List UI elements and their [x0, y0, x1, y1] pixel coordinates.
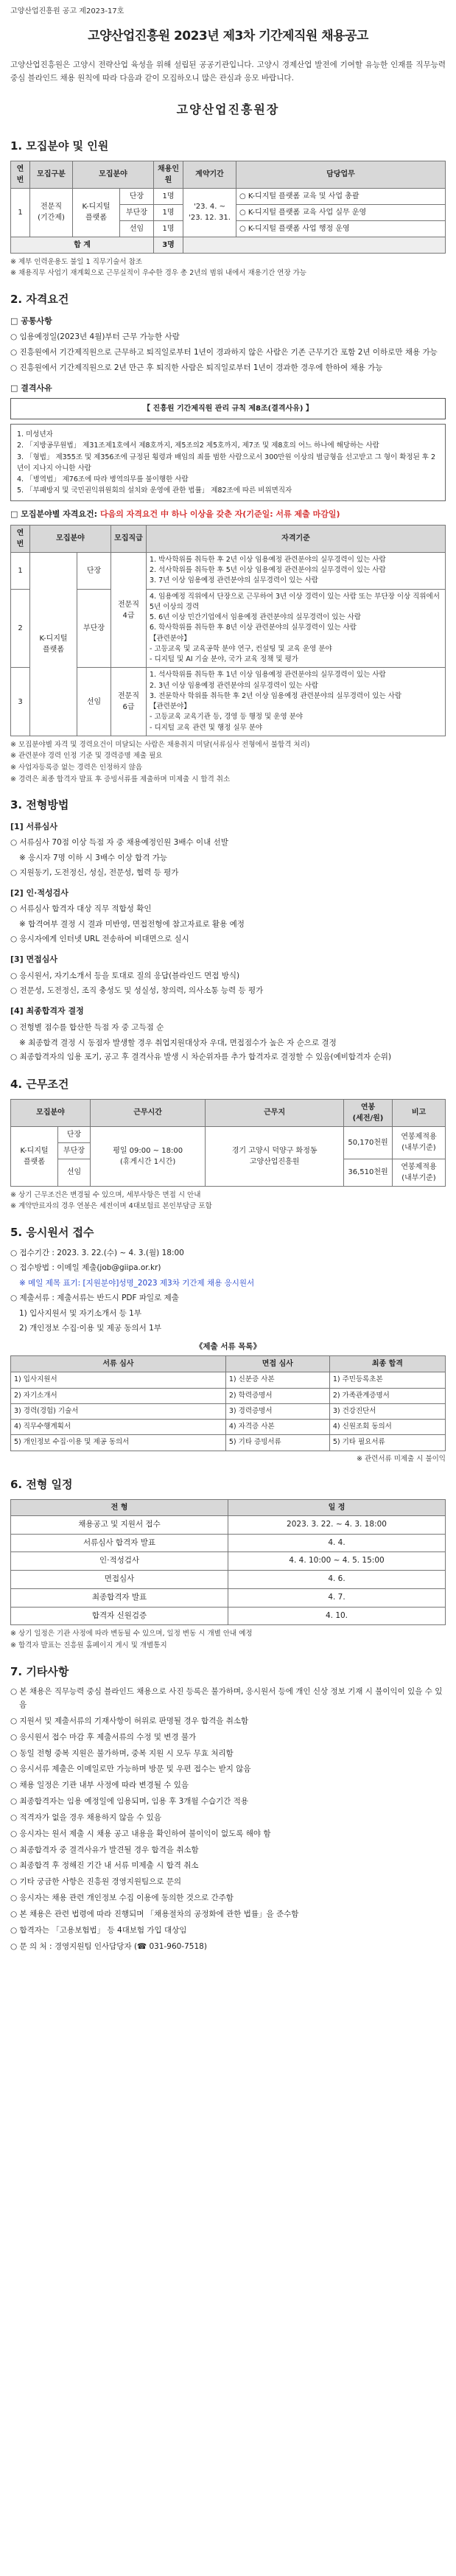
common-title: □ 공통사항: [10, 315, 52, 326]
qualification-table: 연번 모집분야 모집직급 자격기준 1 K-디지털 플랫폼 단장 전문직 4급 1. 박사학위를 취득한 후 2년 이상 임용예정 관련분야의 실무경력이 있는 사람 2. 석사학위를 취득한 후 5년 이상 임용예정 관련분야의 실무경력이 있는 사람 3. 7년 이상 임용예정 관련분야의 실무경력이 있는 사람 2 부단장 4. 임용예정 직위에서 단장으로 근무하여 3년 이상 경력이 있는 사람 또는 부단장 이상 직위에서 5년 이상의 경력 5. 6년 이상 민간기업에서 임용예정 관련분야의 실무경력이 있는 사람 6. 학사학위를 취득한 후 8년 이상 관련분야의 실무경력이 있는 사람 【관련분야】 - 고등교육 및 교육공학 분야 연구, 컨설팅 및 교육 운영 분야 - 디지털 및 AI 기술 분야, 국가 교육 정책 및 평가 3 선임 전문직 6급 1. 석사학위를 취득한 후 1년 이상 임용예정 관련분야의 실무경력이 있는 사람 2. 3년 이상 임용예정 관련분야의 실무경력이 있는 사람 3. 전문학사 학위를 취득한 후 2년 이상 임용예정 관련분야의 실무경력이 있는 사람 【관련분야】 - 고등교육 교육기관 등, 경영 등 행정 및 운영 분야 - 디지털 교육 관련 및 행정 실무 분야: [10, 525, 446, 736]
page-title: 고양산업진흥원 2023년 제3차 기간제직원 채용공고: [88, 29, 368, 43]
cell-count: 1명: [154, 220, 183, 237]
total-count: 3명: [154, 237, 183, 253]
col-header: 모집구분: [30, 161, 73, 188]
table-row: 채용공고 및 지원서 접수 2023. 3. 22. ~ 4. 3. 18:00: [11, 1515, 446, 1534]
table-row: 1 K-디지털 플랫폼 단장 전문직 4급 1. 박사학위를 취득한 후 2년 이상 임용예정 관련분야의 실무경력이 있는 사람 2. 석사학위를 취득한 후 5년 이상 임용예정 관련분야의 실무경력이 있는 사람 3. 7년 이상 임용예정 관련분야의 실무경력이 있는 사람: [11, 552, 446, 589]
table-total-row: [11, 237, 446, 253]
disqualification-list: [10, 424, 446, 501]
work-conditions-table: 모집분야 근무시간 근무지 연봉 (세전/원) 비고 K-디지털 플랫폼 단장 평일 09:00 ~ 18:00 (휴게시간 1시간) 경기 고양시 덕양구 화정동 고양산업진흥원 50,170천원 연봉제적용 (내부기준) 부단장 선임 36,510천원 연봉제적용 (내부기준): [10, 1099, 446, 1187]
cell-criteria: 4. 임용예정 직위에서 단장으로 근무하여 3년 이상 경력이 있는 사람 또는 부단장 이상 직위에서 5년 이상의 경력 5. 6년 이상 민간기업에서 임용예정 관련분야의 실무경력이 있는 사람 6. 학사학위를 취득한 후 8년 이상 관련분야의 실무경력이 있는 사람 【관련분야】 - 고등교육 및 교육공학 분야 연구, 컨설팅 및 교육 운영 분야 - 디지털 및 AI 기술 분야, 국가 교육 정책 및 평가: [147, 589, 446, 668]
cell-field: K-디지털 플랫폼: [30, 552, 77, 736]
disqualification-title: □ 결격사유: [10, 383, 52, 393]
cell-duty: ○ K-디지털 플랫폼 교육 및 사업 총괄: [236, 188, 446, 204]
phone-number[interactable]: (☎ 031-960-7518): [133, 1941, 207, 1951]
step-title: [3] 면접심사: [10, 954, 58, 964]
field-qual-title: □ 모집분야별 자격요건: 다음의 자격요건 中 하나 이상을 갖춘 자(기준일: 서류 제출 마감일): [10, 509, 340, 520]
section-1-title: 1. 모집분야 및 인원: [10, 139, 109, 153]
col-header: 연번: [11, 161, 30, 188]
table-row: [11, 188, 446, 204]
disq-item: 1. 미성년자: [17, 430, 53, 439]
schedule-table: 전 형 일 정 채용공고 및 지원서 접수 2023. 3. 22. ~ 4. 3. 18:00 서류심사 합격자 발표 4. 4. 인·적성검사 4. 4. 10:00 ~ 4. 5. 15:00 면접심사 4. 6. 최종합격자 발표 4. 7. 합격자 신원검증 4. 10.: [10, 1499, 446, 1626]
col-header: 계약기간: [183, 161, 236, 188]
cell-count: 1명: [154, 204, 183, 220]
org-name: 고양산업진흥원장: [176, 102, 280, 117]
recruitment-table: [10, 161, 446, 254]
cell-field: K-디지털 플랫폼: [73, 188, 120, 237]
cell-sub: 단장: [120, 188, 154, 204]
step-title: [2] 인·적성검사: [10, 887, 69, 898]
section-6-title: 6. 전형 일정: [10, 1478, 73, 1492]
disqualification-box-title: 【 진흥원 기간제직원 관리 규칙 제8조(결격사유) 】: [10, 398, 446, 419]
cell-period: '23. 4. ~ '23. 12. 31.: [183, 188, 236, 237]
cell-sub: 단장: [77, 552, 111, 589]
common-item: ○ 임용예정일(2023년 4월)부터 근무 가능한 사람: [10, 332, 180, 342]
section-7-title: 7. 기타사항: [10, 1664, 69, 1678]
step-title: [1] 서류심사: [10, 821, 58, 831]
s1-note: ※ 채용직무 사업기 재계획으로 근무실적이 우수한 경우 총 2년의 범위 내에서 재용기간 연장 가능: [10, 269, 306, 278]
field-note: ※ 경력은 최종 합격자 발표 후 증빙서류를 제출하며 미제출 시 합격 취소: [10, 775, 231, 783]
table-row: 최종합격자 발표 4. 7.: [11, 1588, 446, 1607]
table-row: 면접심사 4. 6.: [11, 1571, 446, 1589]
cell-type: 전문직 (기간제): [30, 188, 73, 237]
email-subject-note: ※ 메일 제목 표기: [지원분야]성명_2023 제3차 기간제 채용 응시원서: [19, 1279, 255, 1288]
table-row: K-디지털 플랫폼 단장 평일 09:00 ~ 18:00 (휴게시간 1시간) 경기 고양시 덕양구 화정동 고양산업진흥원 50,170천원 연봉제적용 (내부기준): [11, 1126, 446, 1142]
cell-sub: 부단장: [77, 589, 111, 668]
step-title: [4] 최종합격자 결정: [10, 1006, 84, 1016]
disq-item: 4. 「병역법」 제76조에 따라 병역의무를 불이행한 사람: [17, 475, 189, 484]
cell-grade: 전문직 6급: [111, 668, 147, 736]
section-4-title: 4. 근무조건: [10, 1078, 69, 1092]
cell-sub: 선임: [77, 668, 111, 736]
page: 고양산업진흥원 공고 제2023-17호 고양산업진흥원 2023년 제3차 기간제직원 채용공고 고양산업진흥원은 고양시 전략산업 육성을 위해 설립된 공공기관입니다. 고양시 경제산업 발전에 기여할 유능한 인재를 직무능력 중심 블라인드 채용 원칙에 따라 다음과 같이 모집하오니 많은 관심과 응모 바랍니다. 고양산업진흥원장 1. 모집분야 및 인원 연번 모집구분 모집분야 채용인원 계약기간 담당업무 1 전문직 (기간제) K-디지털 플랫폼 단장 1명 '23. 4. ~ '23. 12. 31. ○ K-디지털 플랫폼 교육 및 사업 총괄 부단장 1명 ○ K-디지털 플랫폼 교육 사업 실무 운영 선임 1명 ○ K-디지털 플랫폼 사업 행정 운영 합 계 3명 ※ 제부 인력운용도 불일 1 직무기술서 참조 ※ 채용직무 사업기 재계획으로 근무실적이 우수한 경우 총 2년의 범위 내에서 재용기간 연장 가능 2. 자격요건 □ 공통사항 ○ 임용예정일(2023년 4월)부터 근무 가능한 사람 ○ 진흥원에서 기간제직원으로 근무하고 퇴직일로부터 1년이 경과하지 않은 사람은 기존 근무기간 포함 2년 이하로만 채용 가능 ○ 진흥원에서 기간제직원으로 2년 만근 후 퇴직한 사람은 퇴직일로부터 1년이 경과한 경우에 한하여 채용 가능 □ 결격사유 【 진흥원 기간제직원 관리 규칙 제8조(결격사유) 】 1. 미성년자 2. 「지방공무원법」 제31조제1호에서 제8호까지, 제5조의2 제5호까지, 제7조 및 제8호의 어느 하나에 해당하는 사람 3. 「형법」 제355조 및 제356조에 규정된 횡령과 배임의 죄를 범한 사람으로서 300만원 이상의 벌금형을 선고받고 그 형이 확정된 후 2년이 지나지 아니한 사람 4. 「병역법」 제76조에 따라 병역의무를 불이행한 사람 5. 「부패방지 및 국민권익위원회의 설치와 운영에 관한 법률」 제82조에 따른 비위면직자 □ 모집분야별 자격요건: 다음의 자격요건 中 하나 이상을 갖춘 자(기준일: 서류 제출 마감일) 연번 모집분야 모집직급 자격기준 1 K-디지털 플랫폼 단장 전문직 4급 1. 박사학위를 취득한 후 2년 이상 임용예정 관련분야의 실무경력이 있는 사람 2. 석사학위를 취득한 후 5년 이상 임용예정 관련분야의 실무경력이 있는 사람 3. 7년 이상 임용예정 관련분야의 실무경력이 있는 사람 2 부단장 4. 임용예정 직위에서 단장으로 근무하여 3년 이상 경력이 있는 사람 또는 부단장 이상 직위에서 5년 이상의 경력 5. 6년 이상 민간기업에서 임용예정 관련분야의 실무경력이 있는 사람 6. 학사학위를 취득한 후 8년 이상 관련분야의 실무경력이 있는 사람 【관련분야】 - 고등교육 및 교육공학 분야 연구, 컨설팅 및 교육 운영 분야 - 디지털 및 AI 기술 분야, 국가 교육 정책 및 평가 3 선임 전문직 6급 1. 석사학위를 취득한 후 1년 이상 임용예정 관련분야의 실무경력이 있는 사람 2. 3년 이상 임용예정 관련분야의 실무경력이 있는 사람 3. 전문학사 학위를 취득한 후 2년 이상 임용예정 관련분야의 실무경력이 있는 사람 【관련분야】 - 고등교육 교육기관 등, 경영 등 행정 및 운영 분야 - 디지털 교육 관련 및 행정 실무 분야 ※ 모집분야별 자격 및 경력요건이 미달되는 사람은 채용취지 미달(서류심사 전형에서 불합격 처리) ※ 관련분야 경력 인정 기준 및 경력증명 제출 필요 ※ 사업자등록증 없는 경력은 인정하지 않음 ※ 경력은 최종 합격자 발표 후 증빙서류를 제출하며 미제출 시 합격 취소 3. 전형방법 [1] 서류심사 ○ 서류심사 70점 이상 득점 자 중 채용예정인원 3배수 이내 선발 ※ 응시자 7명 이하 시 3배수 이상 합격 가능 ○ 지원동기, 도전정신, 성실, 전문성, 협력 등 평가 [2] 인·적성검사 ○ 서류심사 합격자 대상 직무 적합성 확인 ※ 합격여부 결정 시 결과 미반영, 면접전형에 참고자료로 활용 예정 ○ 응시자에게 인터넷 URL 전송하여 비대면으로 실시 [3] 면접심사 ○ 응시원서, 자기소개서 등을 토대로 질의 응답(블라인드 면접 방식) ○ 전문성, 도전정신, 조직 충성도 및 성실성, 창의력, 의사소통 능력 등 평가 [4] 최종합격자 결정 ○ 전형별 점수를 합산한 득점 자 중 고득점 순 ※ 최종합격 결정 시 동점자 발생할 경우 취업지원대상자 우대, 면접점수가 높은 자 순으로 결정 ○ 최종합격자의 임용 포기, 공고 후 결격사유 발생 시 차순위자를 추가 합격자로 결정할 수 있음(예비합격자 순위) 4. 근무조건 모집분야 근무시간 근무지 연봉 (세전/원) 비고 K-디지털 플랫폼 단장 평일 09:00 ~ 18:00 (휴게시간 1시간) 경기 고양시 덕양구 화정동 고양산업진흥원 50,170천원 연봉제적용 (내부기준) 부단장 선임 36,510천원 연봉제적용 (내부기준) ※ 상기 근무조건은 변경될 수 있으며, 세부사항은 면접 시 안내 ※ 계약만료자의 경우 연봉은 세전이며 4대보험료 본인부담금 포함 5. 응시원서 접수 ○ 접수기간 : 2023. 3. 22.(수) ~ 4. 3.(월) 18:00 ○ 접수방법 : 이메일 제출(job@giipa.or.kr) ※ 메일 제목 표기: [지원분야]성명_2023 제3차 기간제 채용 응시원서 ○ 제출서류 : 제출서류는 반드시 PDF 파일로 제출 1) 입사지원서 및 자기소개서 등 1부 2) 개인정보 수집·이용 및 제공 동의서 1부 《제출 서류 목록》 서류 심사 면접 심사 최종 합격 1) 입사지원서 1) 신분증 사본 1) 주민등록초본 2) 자기소개서 2) 학력증명서 2) 가족관계증명서 3) 경력(경험) 기술서 3) 경력증명서 3) 건강진단서 4) 직무수행계획서 4) 자격증 사본 4) 신원조회 동의서 5) 개인정보 수집·이용 및 제공 동의서 5) 기타 증빙서류 5) 기타 필요서류 ※ 관련서류 미제출 시 불이익 6. 전형 일정 전 형 일 정 채용공고 및 지원서 접수 2023. 3. 22. ~ 4. 3. 18:00 서류심사 합격자 발표 4. 4. 인·적성검사 4. 4. 10:00 ~ 4. 5. 15:00 면접심사 4. 6. 최종합격자 발표 4. 7. 합격자 신원검증 4. 10. ※ 상기 일정은 기관 사정에 따라 변동될 수 있으며, 일정 변동 시 개별 안내 예정 ※ 합격자 발표는 진흥원 홈페이지 게시 및 개별통지 7. 기타사항 ○ 본 채용은 직무능력 중심 블라인드 채용으로 사진 등록은 불가하며, 응시원서 등에 개인 신상 정보 기재 시 불이익이 있을 수 있음 ○ 지원서 및 제출서류의 기재사항이 허위로 판명될 경우 합격을 취소함 ○ 응시원서 접수 마감 후 제출서류의 수정 및 변경 불가 ○ 동일 전형 중복 지원은 불가하며, 중복 지원 시 모두 무효 처리함 ○ 응시서류 제출은 이메일로만 가능하며 방문 및 우편 접수는 받지 않음 ○ 채용 일정은 기관 내부 사정에 따라 변경될 수 있음 ○ 최종합격자는 임용 예정일에 임용되며, 임용 후 3개월 수습기간 적용 ○ 적격자가 없을 경우 채용하지 않을 수 있음 ○ 응시자는 원서 제출 시 채용 공고 내용을 확인하여 불이익이 없도록 해야 함 ○ 최종합격자 중 결격사유가 발견될 경우 합격을 취소함 ○ 최종합격 후 정해진 기간 내 서류 미제출 시 합격 취소 ○ 기타 궁금한 사항은 진흥원 경영지원팀으로 문의 ○ 응시자는 채용 관련 개인정보 수집 이용에 동의한 것으로 간주함 ○ 본 채용은 관련 법령에 따라 진행되며 「채용절차의 공정화에 관한 법률」을 준수함 ○ 합격자는 「고용보험법」 등 4대보험 가입 대상임 ○ 문 의 처 : 경영지원팀 인사담당자 (☎ 031-960-7518): [0, 0, 456, 1971]
announce-number: 고양산업진흥원 공고 제2023-17호: [10, 7, 124, 15]
intro-text: 고양산업진흥원은 고양시 전략산업 육성을 위해 설립된 공공기관입니다. 고양시 경제산업 발전에 기여할 유능한 인재를 직무능력 중심 블라인드 채용 원칙에 따라 다음과 같이 모집하오니 많은 관심과 응모 바랍니다.: [10, 60, 446, 83]
cell-sub: 부단장: [120, 204, 154, 220]
section-2-title: 2. 자격요건: [10, 293, 69, 307]
field-note: ※ 사업자등록증 없는 경력은 인정하지 않음: [10, 764, 143, 772]
field-note: ※ 모집분야별 자격 및 경력요건이 미달되는 사람은 채용취지 미달(서류심사 전형에서 불합격 처리): [10, 740, 310, 749]
table-row: 부단장: [11, 1142, 446, 1159]
table-row: 서류심사 합격자 발표 4. 4.: [11, 1534, 446, 1552]
col-header: 모집분야: [73, 161, 154, 188]
cell-grade: 전문직 4급: [111, 552, 147, 668]
cell-criteria: 1. 박사학위를 취득한 후 2년 이상 임용예정 관련분야의 실무경력이 있는 사람 2. 석사학위를 취득한 후 5년 이상 임용예정 관련분야의 실무경력이 있는 사람 3. 7년 이상 임용예정 관련분야의 실무경력이 있는 사람: [147, 552, 446, 589]
common-item: ○ 진흥원에서 기간제직원으로 근무하고 퇴직일로부터 1년이 경과하지 않은 사람은 기존 근무기간 포함 2년 이하로만 채용 가능: [10, 347, 438, 357]
col-header: 담당업무: [236, 161, 446, 188]
disq-item: 5. 「부패방지 및 국민권익위원회의 설치와 운영에 관한 법률」 제82조에 따른 비위면직자: [17, 486, 292, 495]
s1-note: ※ 제부 인력운용도 불일 1 직무기술서 참조: [10, 257, 142, 266]
table-row: 합격자 신원검증 4. 10.: [11, 1607, 446, 1625]
cell-sub: 선임: [120, 220, 154, 237]
cell-criteria: 1. 석사학위를 취득한 후 1년 이상 임용예정 관련분야의 실무경력이 있는 사람 2. 3년 이상 임용예정 관련분야의 실무경력이 있는 사람 3. 전문학사 학위를 취득한 후 2년 이상 임용예정 관련분야의 실무경력이 있는 사람 【관련분야】 - 고등교육 교육기관 등, 경영 등 행정 및 운영 분야 - 디지털 교육 관련 및 행정 실무 분야: [147, 668, 446, 736]
table-row: 선임 36,510천원 연봉제적용 (내부기준): [11, 1159, 446, 1186]
disq-item: 3. 「형법」 제355조 및 제356조에 규정된 횡령과 배임의 죄를 범한 사람으로서 300만원 이상의 벌금형을 선고받고 그 형이 확정된 후 2년이 지나지 아니한 사람: [17, 453, 436, 472]
disq-item: 2. 「지방공무원법」 제31조제1호에서 제8호까지, 제5조의2 제5호까지, 제7조 및 제8호의 어느 하나에 해당하는 사람: [17, 441, 379, 450]
cell-count: 1명: [154, 188, 183, 204]
table-row: 3 선임 전문직 6급 1. 석사학위를 취득한 후 1년 이상 임용예정 관련분야의 실무경력이 있는 사람 2. 3년 이상 임용예정 관련분야의 실무경력이 있는 사람 3. 전문학사 학위를 취득한 후 2년 이상 임용예정 관련분야의 실무경력이 있는 사람 【관련분야】 - 고등교육 교육기관 등, 경영 등 행정 및 운영 분야 - 디지털 교육 관련 및 행정 실무 분야: [11, 668, 446, 736]
section-5-title: 5. 응시원서 접수: [10, 1226, 94, 1240]
table-row: 2 부단장 4. 임용예정 직위에서 단장으로 근무하여 3년 이상 경력이 있는 사람 또는 부단장 이상 직위에서 5년 이상의 경력 5. 6년 이상 민간기업에서 임용예정 관련분야의 실무경력이 있는 사람 6. 학사학위를 취득한 후 8년 이상 관련분야의 실무경력이 있는 사람 【관련분야】 - 고등교육 및 교육공학 분야 연구, 컨설팅 및 교육 운영 분야 - 디지털 및 AI 기술 분야, 국가 교육 정책 및 평가: [11, 589, 446, 668]
cell-duty: ○ K-디지털 플랫폼 교육 사업 실무 운영: [236, 204, 446, 220]
col-header: 채용인원: [154, 161, 183, 188]
field-note: ※ 관련분야 경력 인정 기준 및 경력증명 제출 필요: [10, 752, 163, 761]
cell-duty: ○ K-디지털 플랫폼 사업 행정 운영: [236, 220, 446, 237]
submit-docs-title: 《제출 서류 목록》: [194, 1341, 262, 1351]
section-3-title: 3. 전형방법: [10, 798, 69, 812]
total-label: 합 계: [11, 237, 154, 253]
table-row: 인·적성검사 4. 4. 10:00 ~ 4. 5. 15:00: [11, 1552, 446, 1571]
submit-docs-table: 서류 심사 면접 심사 최종 합격 1) 입사지원서 1) 신분증 사본 1) 주민등록초본 2) 자기소개서 2) 학력증명서 2) 가족관계증명서 3) 경력(경험) 기술서 3) 경력증명서 3) 건강진단서 4) 직무수행계획서 4) 자격증 사본 4) 신원조회 동의서 5) 개인정보 수집·이용 및 제공 동의서 5) 기타 증빙서류 5) 기타 필요서류: [10, 1355, 446, 1451]
cell-no: 1: [11, 188, 30, 237]
contact-info: ○ 문 의 처 : 경영지원팀 인사담당자 (☎ 031-960-7518): [10, 1941, 207, 1951]
common-item: ○ 진흥원에서 기간제직원으로 2년 만근 후 퇴직한 사람은 퇴직일로부터 1년이 경과한 경우에 한하여 채용 가능: [10, 363, 383, 372]
